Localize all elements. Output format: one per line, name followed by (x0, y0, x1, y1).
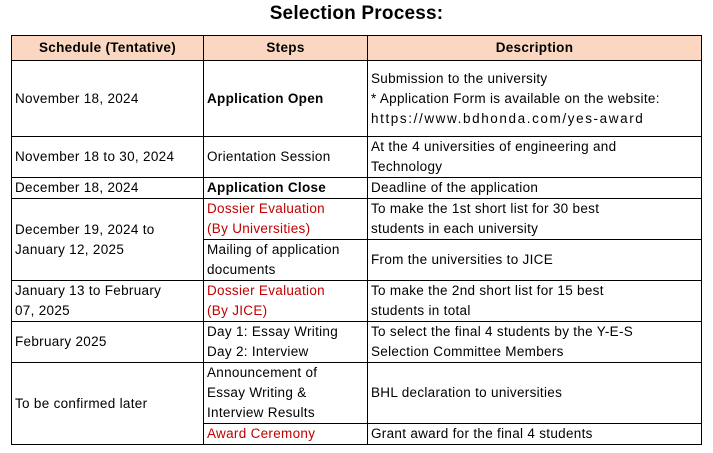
step-line: (By JICE) (207, 303, 268, 318)
schedule-line: December 19, 2024 to (15, 221, 155, 237)
schedule-line: 07, 2025 (15, 303, 70, 318)
step-line: documents (207, 262, 276, 277)
description-cell (368, 137, 702, 178)
description-line: To select the final 4 students by the Y-E-S (371, 324, 634, 339)
schedule-cell (12, 199, 204, 281)
table-row (12, 322, 702, 363)
description-line: Selection Committee Members (371, 344, 564, 359)
description-cell (368, 281, 702, 322)
step-cell (204, 363, 368, 424)
step-line: Day 1: Essay Writing (207, 324, 339, 339)
step-cell (204, 199, 368, 240)
description-cell: BHL declaration to universities (368, 363, 702, 424)
step-line: (By Universities) (207, 221, 311, 236)
header-schedule: Schedule (Tentative) (12, 36, 204, 61)
table-header-row (12, 36, 702, 61)
description-cell (368, 199, 702, 240)
table-row (12, 281, 702, 322)
step-line: Dossier Evaluation (207, 283, 325, 298)
description-line: students in each university (371, 221, 539, 236)
table-row (12, 178, 702, 199)
step-line: Announcement of (207, 365, 318, 380)
step-line: Interview Results (207, 405, 315, 420)
description-line: To make the 1st short list for 30 best (371, 201, 600, 216)
step-cell: Orientation Session (204, 137, 368, 178)
step-cell (204, 281, 368, 322)
description-cell: Grant award for the final 4 students (368, 424, 702, 445)
step-line: Day 2: Interview (207, 344, 309, 359)
description-line: At the 4 universities of engineering and (371, 139, 617, 154)
table-row (12, 61, 702, 137)
schedule-cell: November 18, 2024 (12, 61, 204, 137)
page-title: Selection Process: (269, 3, 444, 24)
description-line: Technology (371, 159, 443, 174)
description-line: Submission to the university (371, 70, 548, 86)
table-row (12, 363, 702, 424)
selection-process-table (11, 35, 702, 445)
schedule-cell: December 18, 2024 (12, 178, 204, 199)
step-line: Mailing of application (207, 242, 340, 257)
website-link[interactable]: https://www.bdhonda.com/yes-award (371, 110, 645, 126)
step-cell: Application Open (204, 61, 368, 137)
description-line: * Application Form is available on the website: (371, 90, 660, 106)
description-line: students in total (371, 303, 471, 318)
schedule-line: January 13 to February (15, 283, 162, 298)
description-cell (368, 61, 702, 137)
step-cell (204, 240, 368, 281)
table-row (12, 137, 702, 178)
table-row (12, 199, 702, 240)
header-steps: Steps (204, 36, 368, 61)
schedule-line: January 12, 2025 (15, 241, 125, 257)
schedule-cell (12, 281, 204, 322)
step-cell: Application Close (204, 178, 368, 199)
step-line: Dossier Evaluation (207, 201, 325, 216)
step-cell: Award Ceremony (204, 424, 368, 445)
description-line: To make the 2nd short list for 15 best (371, 283, 604, 298)
step-line: Essay Writing & (207, 385, 307, 400)
schedule-cell: To be confirmed later (12, 363, 204, 445)
description-cell: From the universities to JICE (368, 240, 702, 281)
step-cell (204, 322, 368, 363)
schedule-cell: November 18 to 30, 2024 (12, 137, 204, 178)
schedule-cell: February 2025 (12, 322, 204, 363)
description-cell (368, 322, 702, 363)
header-description: Description (368, 36, 702, 61)
description-cell: Deadline of the application (368, 178, 702, 199)
